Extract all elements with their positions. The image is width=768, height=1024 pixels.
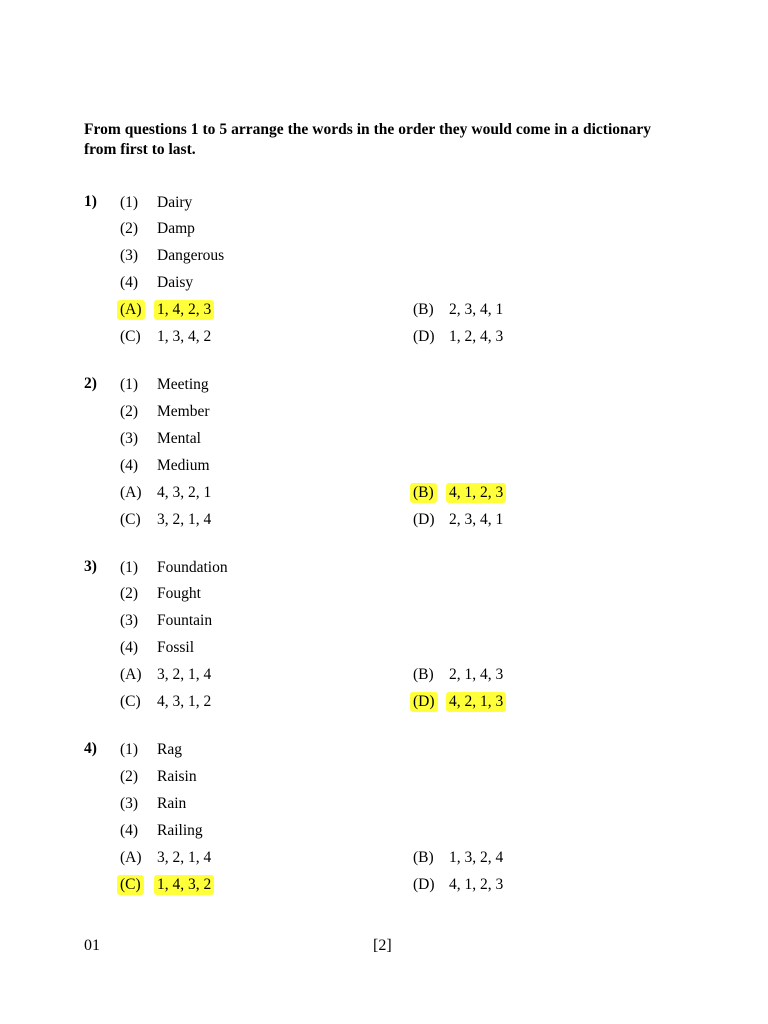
word-text: Daisy [157,274,194,291]
option-label: (B) [413,849,434,866]
word-text: Foundation [157,559,228,576]
word-label: (2) [120,403,139,420]
instructions-text: From questions 1 to 5 arrange the words in the order they would come in a dictionary from first to last. [84,121,651,158]
word-label: (4) [120,822,139,839]
word-label: (1) [120,194,139,211]
question-number: 4) [84,740,97,757]
option-text: 4, 1, 2, 3 [449,876,504,893]
word-label: (1) [120,741,139,758]
word-text: Member [157,403,210,420]
footer-code: 01 [84,937,100,954]
option-text: 1, 2, 4, 3 [449,328,504,345]
word-label: (4) [120,274,139,291]
option-text: 3, 2, 1, 4 [157,511,212,528]
word-text: Dangerous [157,247,225,264]
option-label: (D) [413,511,435,528]
option-label: (D) [413,328,435,345]
word-text: Medium [157,457,210,474]
question-number: 2) [84,375,97,392]
word-label: (1) [120,376,139,393]
option-label: (B) [413,666,434,683]
option-text: 2, 3, 4, 1 [449,301,504,318]
option-label: (A) [117,300,145,320]
word-text: Rag [157,741,182,758]
option-label: (C) [117,875,144,895]
option-label: (B) [413,301,434,318]
word-text: Fossil [157,639,195,656]
option-text: 1, 4, 2, 3 [154,300,214,320]
option-text: 4, 3, 1, 2 [157,693,212,710]
word-label: (4) [120,639,139,656]
option-text: 2, 1, 4, 3 [449,666,504,683]
word-label: (2) [120,585,139,602]
option-label: (C) [120,511,141,528]
option-text: 1, 4, 3, 2 [154,875,214,895]
option-text: 2, 3, 4, 1 [449,511,504,528]
option-text: 4, 2, 1, 3 [446,692,506,712]
question-number: 1) [84,193,97,210]
option-label: (A) [120,484,142,501]
word-text: Meeting [157,376,209,393]
option-label: (C) [120,693,141,710]
word-text: Rain [157,795,187,812]
word-text: Railing [157,822,203,839]
option-text: 1, 3, 4, 2 [157,328,212,345]
option-text: 3, 2, 1, 4 [157,666,212,683]
page-number: [2] [373,937,392,954]
word-label: (2) [120,220,139,237]
question-number: 3) [84,558,97,575]
word-label: (2) [120,768,139,785]
option-text: 3, 2, 1, 4 [157,849,212,866]
option-label: (A) [120,849,142,866]
word-text: Fought [157,585,201,602]
word-label: (3) [120,430,139,447]
word-label: (3) [120,795,139,812]
word-text: Raisin [157,768,197,785]
option-label: (D) [413,876,435,893]
word-label: (3) [120,612,139,629]
option-label: (C) [120,328,141,345]
word-text: Fountain [157,612,213,629]
option-text: 1, 3, 2, 4 [449,849,504,866]
word-text: Mental [157,430,201,447]
option-text: 4, 3, 2, 1 [157,484,212,501]
word-text: Damp [157,220,195,237]
option-text: 4, 1, 2, 3 [446,483,506,503]
word-label: (1) [120,559,139,576]
word-label: (4) [120,457,139,474]
option-label: (D) [410,692,438,712]
word-text: Dairy [157,194,193,211]
option-label: (A) [120,666,142,683]
word-label: (3) [120,247,139,264]
option-label: (B) [410,483,437,503]
